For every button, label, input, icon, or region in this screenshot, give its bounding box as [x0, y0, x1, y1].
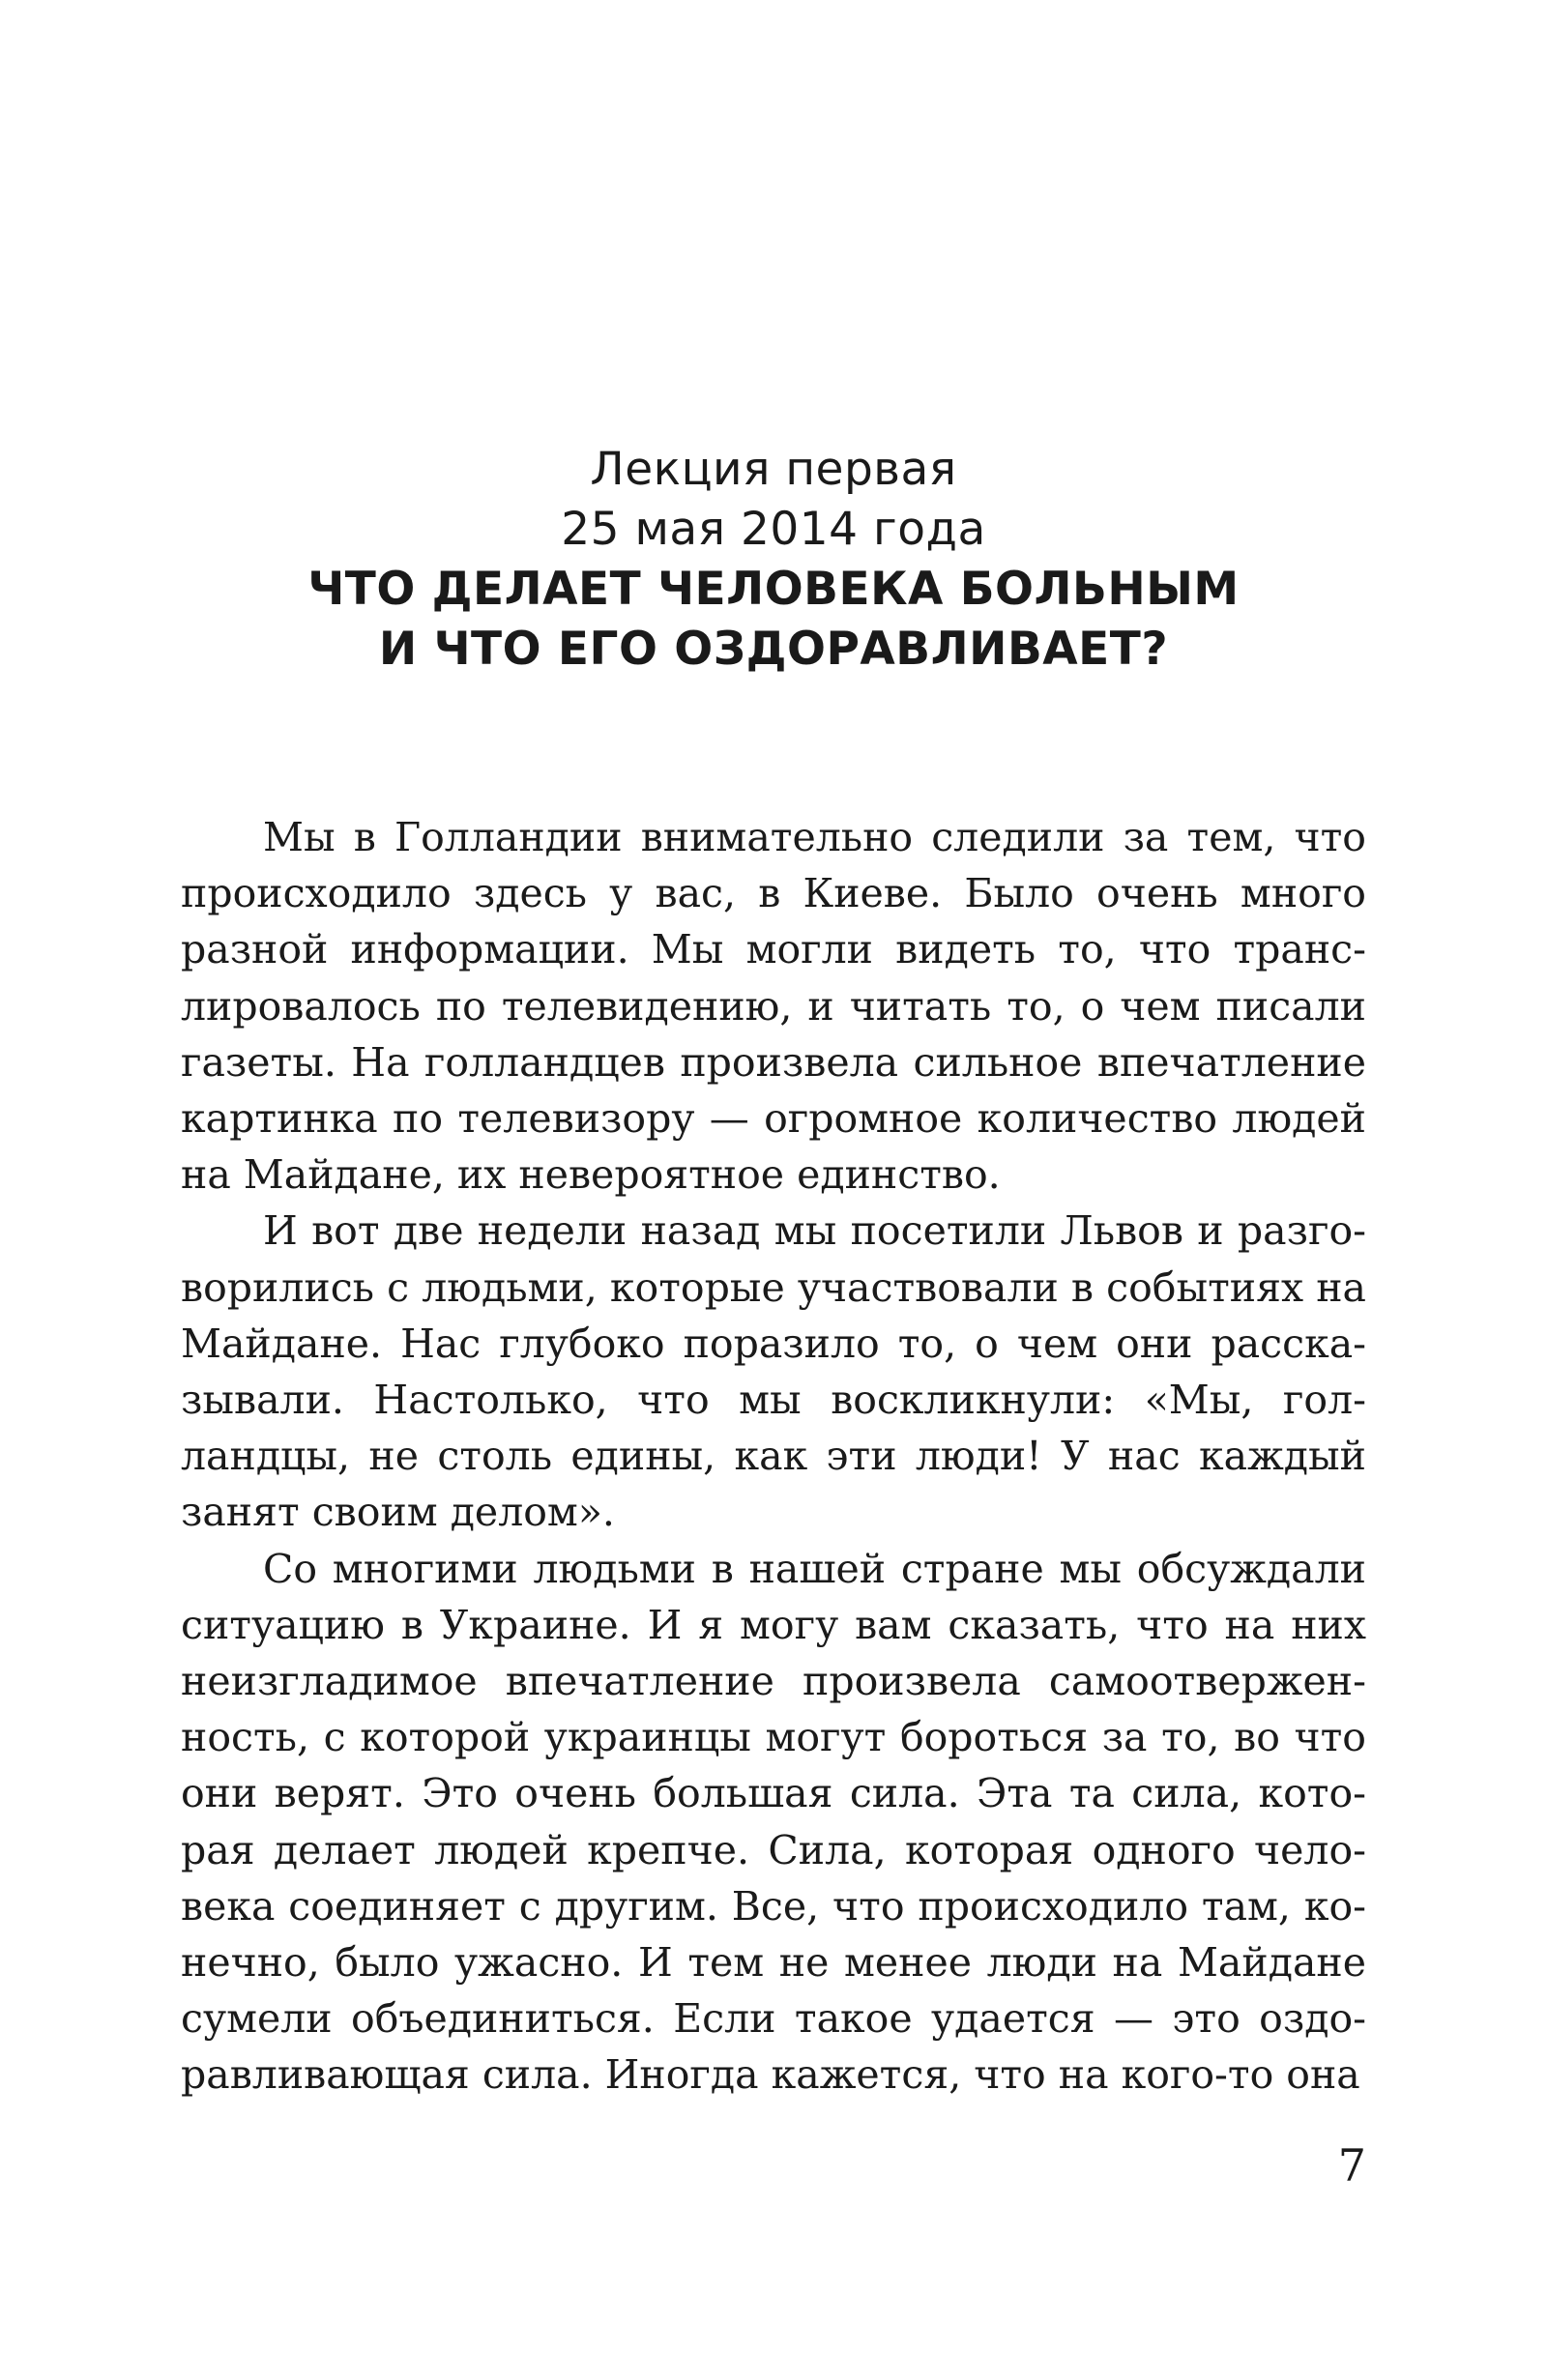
lecture-label: Лекция первая [590, 443, 957, 496]
paragraph: Мы в Голландии внимательно следили за тем, что происходило здесь у вас, в Киеве. Было очень много разной информации. Мы могли видеть то, что транслировалось по телевидению, и читать то, о чем писали газеты. На голландцев произвела сильное впечатление картинка по телевизору — огромное количество людей на Майдане, их невероятное единство. [181, 814, 1366, 1199]
paragraph: И вот две недели назад мы посетили Львов и разговорились с людьми, которые участвовали в событиях на Майдане. Нас глубоко поразило то, о чем они рассказывали. Настолько, что мы воскликнули: «Мы, голландцы, не столь едины, как эти люди! У нас каждый занят своим делом». [181, 1207, 1366, 1536]
chapter-title-line-1: ЧТО ДЕЛАЕТ ЧЕЛОВЕКА БОЛЬНЫМ [307, 563, 1240, 616]
paragraph: Со многими людьми в нашей стране мы обсуждали ситуацию в Украине. И я могу вам сказать, что на них неизгладимое впечатление произвела самоотверженность, с которой украинцы могут бороться за то, во что они верят. Это очень большая сила. Эта та сила, которая делает людей крепче. Сила, которая одного человека соединяет с другим. Все, что происходило там, конечно, было ужасно. И тем не менее люди на Майдане сумели объединиться. Если такое удается — это оздоравливающая сила. Иногда кажется, что на кого-то она [181, 1545, 1366, 2099]
body-text [181, 809, 1366, 2104]
chapter-heading [0, 440, 1547, 680]
lecture-date: 25 мая 2014 года [561, 503, 986, 556]
chapter-title-line-2: И ЧТО ЕГО ОЗДОРАВЛИВАЕТ? [378, 623, 1169, 676]
page-number: 7 [1337, 2139, 1366, 2191]
